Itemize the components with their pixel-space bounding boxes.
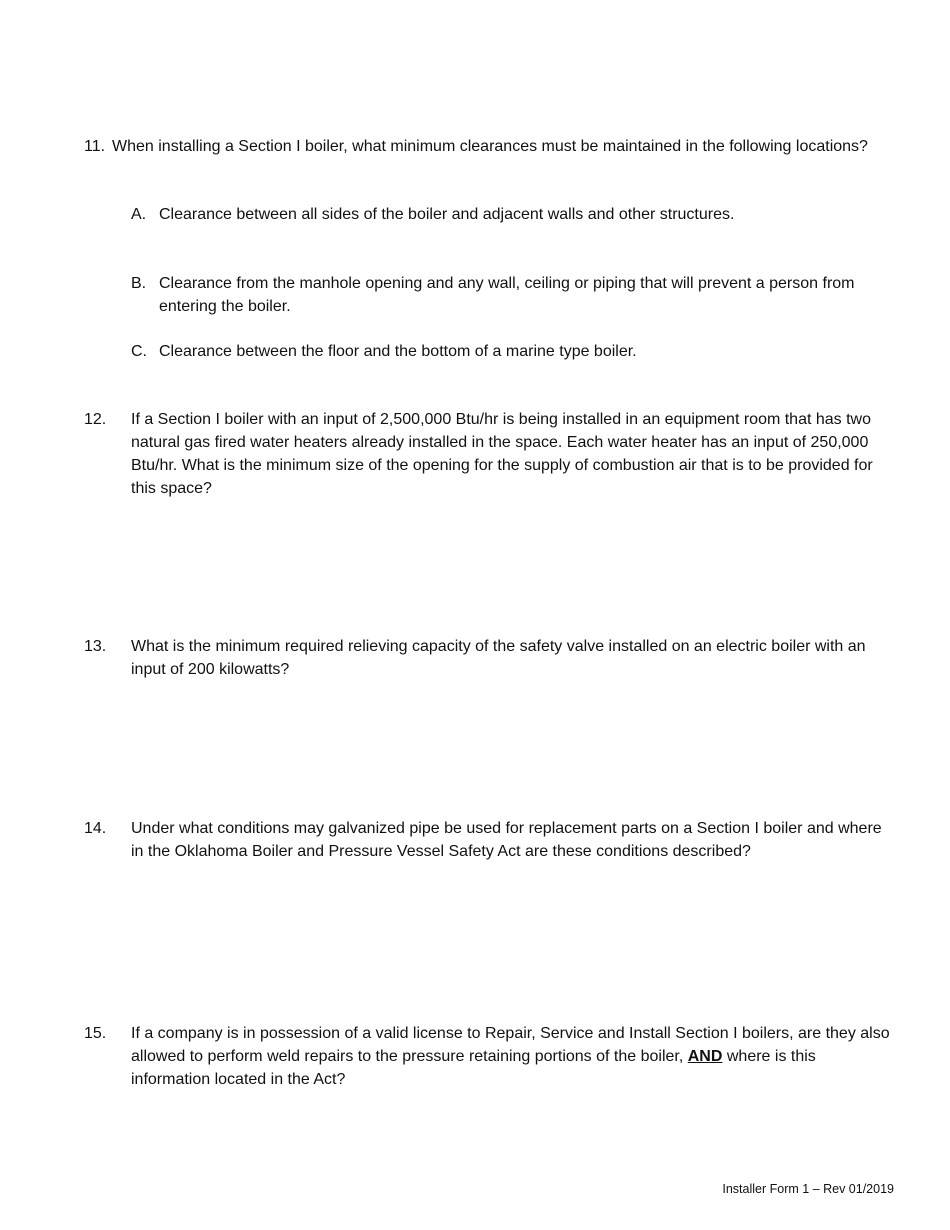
question-11-item-c [131, 340, 881, 363]
item-text: Clearance between the floor and the bottom of a marine type boiler. [159, 343, 637, 360]
question-15 [84, 1022, 890, 1091]
question-text: If a Section I boiler with an input of 2,500,000 Btu/hr is being installed in an equipment room that has two natural gas fired water heaters already installed in the space. Each water heater has an input of 250,000 Btu/hr. What is the minimum size of the opening for the supply of combustion air that is to be provided for this space? [131, 411, 873, 497]
emphasis-and: AND [687, 1048, 723, 1065]
question-13 [84, 635, 890, 681]
question-number: 15. [84, 1025, 107, 1042]
footer-form-revision: Installer Form 1 – Rev 01/2019 [722, 1182, 894, 1196]
item-letter: B. [131, 275, 147, 292]
question-text [131, 1022, 890, 1091]
question-number: 11. [84, 138, 106, 155]
question-12 [84, 408, 890, 500]
item-letter: C. [131, 343, 147, 360]
question-text: What is the minimum required relieving capacity of the safety valve installed on an electric boiler with an input of 200 kilowatts? [131, 638, 866, 678]
question-11-item-b [131, 272, 881, 318]
item-text: Clearance from the manhole opening and any wall, ceiling or piping that will prevent a person from entering the boiler. [159, 275, 855, 315]
question-text-part: where is this information located in the Act? [131, 1048, 816, 1088]
item-text: Clearance between all sides of the boiler and adjacent walls and other structures. [159, 206, 735, 223]
question-text-part: If a company is in possession of a valid license to Repair, Service and Install Section I boilers, are they also allowed to perform weld repairs to the pressure retaining portions of the boiler, [131, 1025, 890, 1065]
item-letter: A. [131, 206, 147, 223]
question-number: 13. [84, 638, 107, 655]
question-14 [84, 817, 890, 863]
question-number: 12. [84, 411, 107, 428]
question-text: Under what conditions may galvanized pipe be used for replacement parts on a Section I boiler and where in the Oklahoma Boiler and Pressure Vessel Safety Act are these conditions described? [131, 820, 882, 860]
question-number: 14. [84, 820, 107, 837]
question-11 [84, 135, 890, 158]
question-11-item-a [131, 203, 881, 226]
question-text: When installing a Section I boiler, what minimum clearances must be maintained in the following locations? [112, 138, 868, 155]
